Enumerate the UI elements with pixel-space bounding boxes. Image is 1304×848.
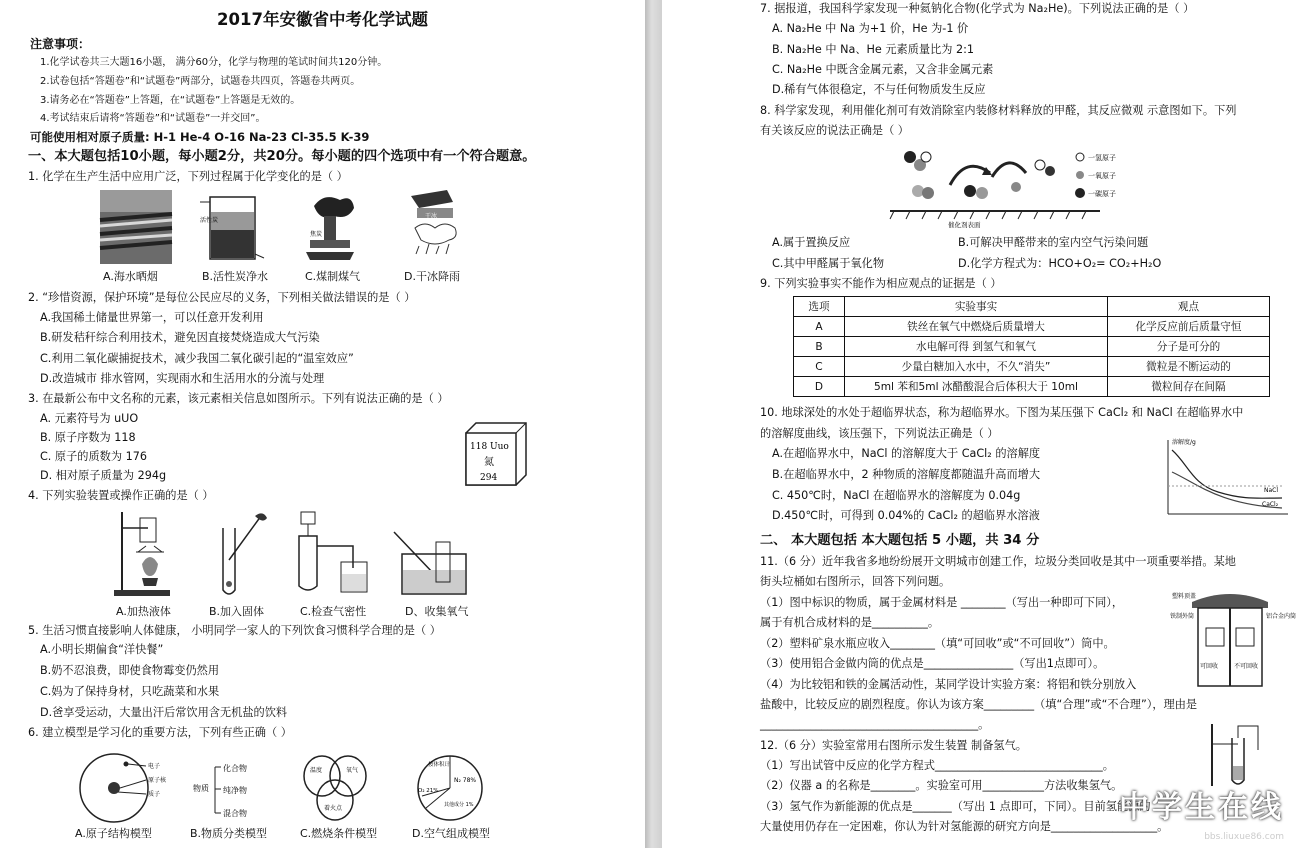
svg-text:118 Uuo: 118 Uuo	[470, 442, 509, 452]
section-2-heading: 二、 本大题包括 本大题包括 5 小题，共 34 分	[760, 533, 1040, 548]
q12-line: 大量使用仍存在一定困难，你认为针对氢能源的研究方向是___________________。	[760, 820, 1169, 833]
q11-line: （2）塑料矿泉水瓶应收入________（填“可回收”或“不可回收”）筒中。	[760, 637, 1115, 650]
svg-text:干冰: 干冰	[425, 213, 438, 220]
q8-option-d: D.化学方程式为：HCO+O₂= CO₂+H₂O	[958, 257, 1162, 270]
svg-text:氮: 氮	[484, 457, 494, 468]
notice-item: 3.请务必在“答题卷”上答题，在“试题卷”上答题是无效的。	[40, 95, 301, 106]
q10-stem-2: 的溶解度曲线，该压强下，下列说法正确是（ ）	[760, 427, 999, 440]
notice-item: 2.试卷包括“答题卷”和“试题卷”两部分，试题卷共四页，答题卷共两页。	[40, 76, 361, 87]
section-1-heading: 一、本大题包括10小题，每小题2分，共20分。每小题的四个选项中有一个符合题意。	[28, 149, 536, 164]
q4-stem: 4. 下列实验装置或操作正确的是（ ）	[28, 489, 214, 502]
q7-option-b: B. Na₂He 中 Na、He 元素质量比为 2:1	[772, 43, 975, 56]
q4-option-a: A.加热液体	[116, 605, 171, 618]
q1-stem: 1. 化学在生产生活中应用广泛，下列过程属于化学变化的是（ ）	[28, 170, 348, 183]
svg-text:铝合金内筒: 铝合金内筒	[1266, 613, 1297, 620]
table-cell: D	[794, 377, 845, 397]
q11-line: 属于有机合成材料的是__________。	[760, 616, 940, 629]
exam-title: 2017年安徽省中考化学试题	[217, 10, 428, 29]
watermark-url: bbs.liuxue86.com	[1204, 832, 1284, 842]
q8-option-c: C.其中甲醛属于氧化物	[772, 257, 885, 270]
q5-stem: 5. 生活习惯直接影响人体健康， 小明同学一家人的下列饮食习惯科学合理的是（ ）	[28, 624, 441, 637]
atomic-structure-model	[78, 752, 178, 824]
watermark-logo: 中学生在线	[1119, 790, 1284, 825]
table-header-cell: 实验事实	[845, 297, 1108, 317]
q3-option-b: B. 原子序数为 118	[40, 431, 136, 444]
hydrogen-generator-apparatus	[1198, 720, 1278, 790]
svg-text:NaCl: NaCl	[1264, 487, 1279, 494]
table-cell: 少量白糖加入水中，不久“消失”	[845, 357, 1108, 377]
q12-line: （1）写出试管中反应的化学方程式______________________________。	[760, 759, 1114, 772]
table-header-row	[794, 297, 1270, 317]
svg-text:混合物: 混合物	[223, 809, 247, 818]
air-composition-model	[414, 752, 490, 822]
table-row	[794, 357, 1270, 377]
q9-stem: 9. 下列实验事实不能作为相应观点的证据是（ ）	[760, 277, 1002, 290]
q11-line: 街头垃桶如右图所示，回答下列问题。	[760, 575, 951, 588]
q11-line: 盐酸中，比较反应的剧烈程度。你认为该方案_________（填“合理”或“不合理”），理由是	[760, 698, 1198, 711]
table-cell: B	[794, 337, 845, 357]
q10-option-a: A.在超临界水中，NaCl 的溶解度大于 CaCl₂ 的溶解度	[772, 447, 1041, 460]
svg-text:电子: 电子	[148, 763, 161, 770]
table-cell: 水电解可得 到氢气和氧气	[845, 337, 1108, 357]
q2-option-a: A.我国稀土储量世界第一，可以任意开发利用	[40, 311, 264, 324]
q5-option-a: A.小明长期偏食“洋快餐”	[40, 643, 164, 656]
q10-stem: 10. 地球深处的水处于超临界状态，称为超临界水。下图为某压强下 CaCl₂ 和 NaCl 在超临界水中	[760, 406, 1244, 419]
q4-option-c: C.检查气密性	[300, 605, 367, 618]
q9-table	[793, 296, 1270, 397]
svg-text:按体积计: 按体积计	[428, 762, 451, 768]
q4-option-b: B.加入固体	[209, 605, 265, 618]
svg-text:物质: 物质	[193, 784, 209, 793]
svg-text:溶解度/g: 溶解度/g	[1172, 439, 1196, 446]
table-cell: 5ml 苯和5ml 冰醋酸混合后体积大于 10ml	[845, 377, 1108, 397]
q6-option-d: D.空气组成模型	[412, 827, 490, 840]
q5-option-c: C.妈为了保持身材，只吃蔬菜和水果	[40, 685, 220, 698]
table-row	[794, 377, 1270, 397]
adding-solid-apparatus	[215, 510, 270, 598]
exam-page-left	[0, 0, 645, 848]
notice-item: 1.化学试卷共三大题16小题， 满分60分，化学与物理的笔试时间共120分钟。	[40, 57, 388, 68]
table-cell: 微粒间存在间隔	[1108, 377, 1270, 397]
q3-option-c: C. 原子的质数为 176	[40, 450, 147, 463]
q12-line: （2）仪器 a 的名称是________。实验室可用___________方法收集氢气。	[760, 779, 1123, 792]
svg-text:活性炭: 活性炭	[200, 217, 219, 224]
notice-heading: 注意事项：	[30, 37, 91, 51]
q6-option-a: A.原子结构模型	[75, 827, 152, 840]
q1-option-d: D.干冰降雨	[404, 270, 460, 283]
svg-text:可回收: 可回收	[1200, 663, 1219, 670]
page-gutter	[645, 0, 662, 848]
svg-text:N₂ 78%: N₂ 78%	[454, 777, 477, 784]
element-info-box	[462, 421, 530, 491]
q2-option-c: C.利用二氧化碳捕捉技术，减少我国二氧化碳引起的“温室效应”	[40, 352, 354, 365]
notice-item: 4.考试结束后请将“答题卷”和“试题卷”一并交回”。	[40, 113, 266, 124]
table-cell: 化学反应前后质量守恒	[1108, 317, 1270, 337]
seawater-salt-image	[100, 190, 172, 264]
svg-text:原子核: 原子核	[148, 777, 167, 784]
q12-line: （3）氢气作为新能源的优点是_______（写出 1 点即可，下同）。目前氢能源的	[760, 800, 1151, 813]
table-header-cell: 观点	[1108, 297, 1270, 317]
airtightness-check-apparatus	[293, 506, 373, 598]
q2-option-b: B.研发秸秆综合利用技术，避免因直接焚烧造成大气污染	[40, 331, 320, 344]
matter-classification-model	[193, 757, 273, 819]
q3-stem: 3. 在最新公布中文名称的元素，该元素相关信息如图所示。下列有说法正确的是（ ）	[28, 392, 449, 405]
svg-text:着火点: 着火点	[324, 805, 343, 812]
q4-option-d: D、收集氧气	[405, 605, 469, 618]
svg-text:O₂ 21%: O₂ 21%	[418, 788, 439, 794]
svg-text:温度: 温度	[310, 767, 323, 774]
coal-gas-image	[300, 190, 360, 264]
q7-option-d: D.稀有气体很稳定，不与任何物质发生反应	[772, 83, 986, 96]
reaction-micro-diagram	[890, 145, 1140, 230]
q2-option-d: D.改造城市 排水管网，实现雨水和生活用水的分流与处理	[40, 372, 325, 385]
q10-option-d: D.450℃时，可得到 0.04%的 CaCl₂ 的超临界水溶液	[772, 509, 1040, 522]
table-cell: 微粒是不断运动的	[1108, 357, 1270, 377]
trash-bin-image	[1170, 588, 1297, 688]
table-cell: 分子是可分的	[1108, 337, 1270, 357]
table-cell: A	[794, 317, 845, 337]
table-cell: 铁丝在氧气中燃烧后质量增大	[845, 317, 1108, 337]
svg-text:化合物: 化合物	[223, 764, 247, 773]
q8-option-a: A.属于置换反应	[772, 236, 851, 249]
svg-text:催化剂表面: 催化剂表面	[948, 221, 981, 229]
svg-text:氧气: 氧气	[346, 767, 359, 774]
solubility-curve-chart	[1158, 434, 1294, 524]
dry-ice-rain-image	[405, 188, 465, 264]
q5-option-b: B.奶不忍浪费，即使食物霉变仍然用	[40, 664, 220, 677]
q1-option-b: B.活性炭净水	[202, 270, 269, 283]
q6-stem: 6. 建立模型是学习化的重要方法，下列有些正确（ ）	[28, 726, 292, 739]
exam-page-right	[662, 0, 1304, 848]
q3-option-d: D. 相对原子质量为 294g	[40, 469, 167, 482]
svg-text:其他成分 1%: 其他成分 1%	[444, 802, 474, 808]
q7-option-a: A. Na₂He 中 Na 为+1 价，He 为-1 价	[772, 22, 969, 35]
q6-option-b: B.物质分类模型	[190, 827, 268, 840]
svg-text:塑料顶盖: 塑料顶盖	[1172, 593, 1197, 600]
heating-liquid-apparatus	[112, 508, 172, 598]
svg-text:一碳原子: 一碳原子	[1088, 190, 1116, 198]
q3-option-a: A. 元素符号为 uUO	[40, 412, 139, 425]
q7-option-c: C. Na₂He 中既含金属元素，又含非金属元素	[772, 63, 994, 76]
svg-text:CaCl₂: CaCl₂	[1262, 501, 1279, 508]
q7-stem: 7. 据报道，我国科学家发现一种氦钠化合物(化学式为 Na₂He)。下列说法正确的是（ ）	[760, 2, 1195, 15]
q12-line: 12.（6 分）实验室常用右图所示发生装置 制备氢气。	[760, 739, 1027, 752]
q6-option-c: C.燃烧条件模型	[300, 827, 378, 840]
atomic-masses: 可能使用相对原子质量: H-1 He-4 O-16 Na-23 Cl-35.5 K-39	[30, 130, 370, 144]
q8-option-b: B.可解决甲醛带来的室内空气污染问题	[958, 236, 1149, 249]
svg-text:铁制外筒: 铁制外筒	[1170, 613, 1195, 620]
table-cell: C	[794, 357, 845, 377]
svg-text:焦炭: 焦炭	[310, 231, 323, 238]
table-row	[794, 317, 1270, 337]
combustion-conditions-model	[300, 752, 370, 822]
q1-option-a: A.海水晒烟	[103, 270, 158, 283]
svg-text:294: 294	[480, 473, 498, 483]
q10-option-c: C. 450℃时，NaCl 在超临界水的溶解度为 0.04g	[772, 489, 1021, 502]
oxygen-collection-apparatus	[390, 530, 474, 598]
table-row	[794, 337, 1270, 357]
q8-stem-2: 有关该反应的说法正确是（ ）	[760, 124, 909, 137]
q11-line: 11.（6 分）近年我省多地纷纷展开文明城市创建工作，垃圾分类回收是其中一项重要举措。某地	[760, 555, 1236, 568]
q11-line: _______________________________________。	[760, 718, 990, 731]
q11-line: （1）图中标识的物质，属于金属材料是 ________（写出一种即可下同），	[760, 596, 1124, 609]
q5-option-d: D.爸享受运动，大量出汗后常饮用含无机盐的饮料	[40, 706, 288, 719]
q11-line: （3）使用铝合金做内筒的优点是________________（写出1点即可）。	[760, 657, 1105, 670]
q1-option-c: C.煤制煤气	[305, 270, 361, 283]
svg-text:纯净物: 纯净物	[223, 786, 247, 795]
svg-text:一氢原子: 一氢原子	[1088, 154, 1116, 162]
q2-stem: 2. “珍惜资源，保护环境”是每位公民应尽的义务，下列相关做法错误的是（ ）	[28, 291, 416, 304]
q11-line: （4）为比较铝和铁的金属活动性，某同学设计实验方案：将铝和铁分别放入	[760, 678, 1137, 691]
activated-carbon-filter-image	[200, 192, 265, 264]
table-header-cell: 选项	[794, 297, 845, 317]
svg-text:一氧原子: 一氧原子	[1088, 172, 1116, 180]
q10-option-b: B.在超临界水中，2 种物质的溶解度都随温升高而增大	[772, 468, 1041, 481]
q8-stem: 8. 科学家发现，利用催化剂可有效消除室内装修材料释放的甲醛，其反应微观 示意图如下。下列	[760, 104, 1237, 117]
svg-text:不可回收: 不可回收	[1234, 663, 1259, 670]
svg-text:质子: 质子	[148, 791, 161, 798]
